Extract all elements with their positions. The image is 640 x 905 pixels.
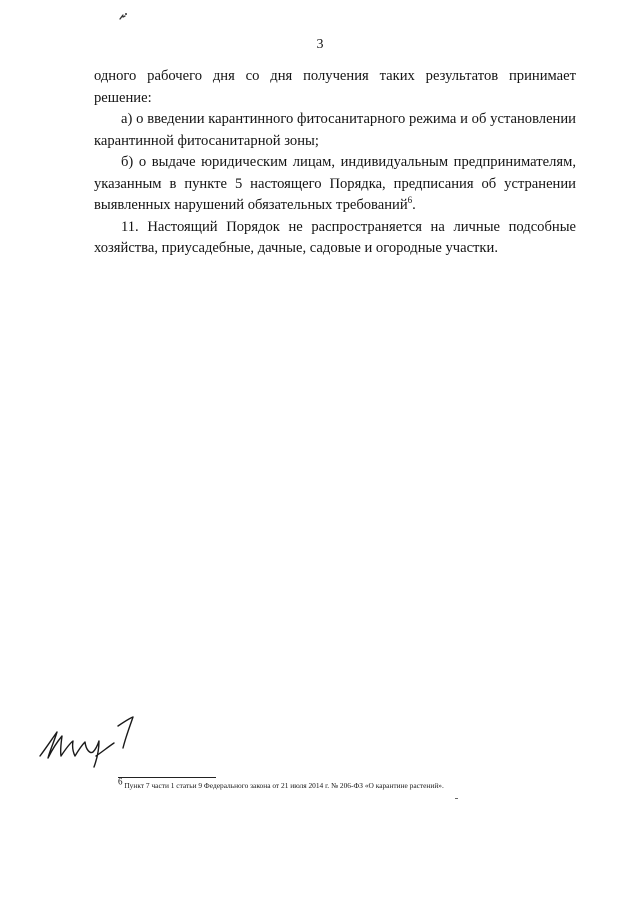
footnote-divider	[118, 777, 216, 778]
paragraph-continuation: одного рабочего дня со дня получения таких результатов принимает решение:	[94, 68, 576, 106]
signature-icon	[38, 712, 143, 772]
paragraph-item-a: а) о введении карантинного фитосанитарного режима и об установлении карантинной фитосанитарной зоны;	[94, 111, 576, 149]
paragraph-item-b-text: б) о выдаче юридическим лицам, индивидуальным предпринимателям, указанным в пункте 5 настоящего Порядка, предписания об устранении выявленных нарушений обязательных требований	[94, 154, 576, 213]
handwritten-signature	[38, 712, 143, 772]
footnote	[118, 776, 588, 791]
footnote-reference: 6	[407, 195, 413, 206]
page-number: 3	[316, 37, 324, 52]
footnote-marker: 6	[118, 776, 123, 787]
paragraph-clause-11: 11. Настоящий Порядок не распространяется на личные подсобные хозяйства, приусадебные, дачные, садовые и огородные участки.	[94, 218, 576, 256]
scan-artifact	[119, 9, 129, 19]
paragraph-item-b-end: .	[412, 197, 416, 213]
scan-artifact-dot	[455, 798, 458, 799]
footnote-text: Пункт 7 части 1 статьи 9 Федерального закона от 21 июля 2014 г. № 206-ФЗ «О карантине растений».	[122, 781, 444, 790]
paragraph-item-b	[94, 152, 576, 217]
document-body	[94, 66, 576, 260]
